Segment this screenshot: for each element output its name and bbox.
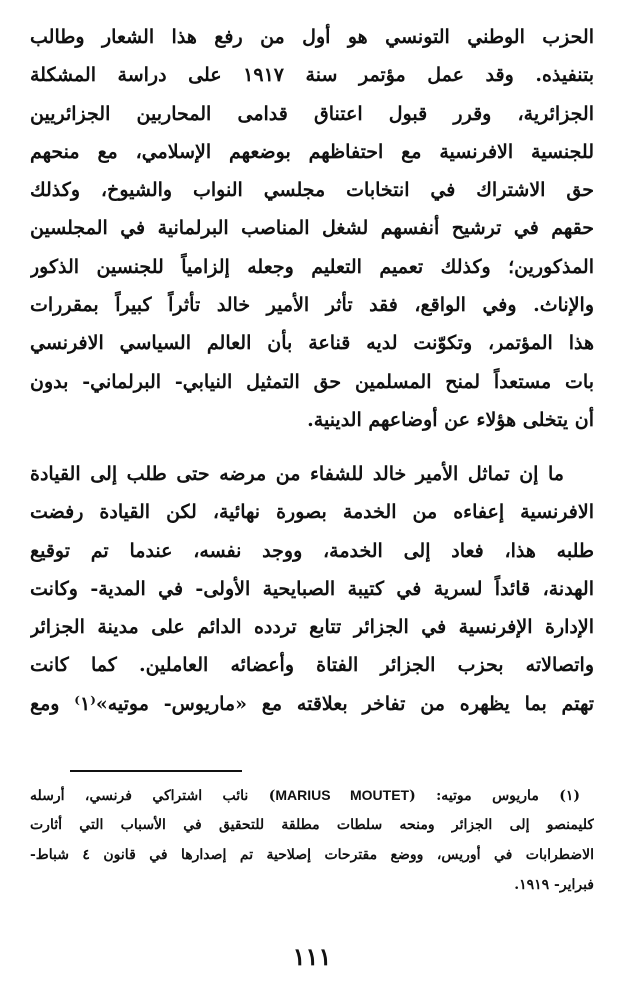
text-line: طلبه هذا، فعاد إلى الخدمة، ووجد نفسه، عندما تم توقيع [30, 539, 594, 562]
footnote-line [30, 780, 594, 810]
paragraph-1 [30, 18, 594, 439]
text-line: أن يتخلى هؤلاء عن أوضاعهم الدينية. [307, 408, 594, 431]
text-line: الهدنة، قائداً لسرية في كتيبة الصبايحية الأولى- في المدية- وكانت [30, 577, 594, 600]
text-line: بتنفيذه. وقد عمل مؤتمر سنة ١٩١٧ على دراسة المشكلة [30, 64, 594, 87]
footnote-separator [70, 770, 242, 772]
text-line: الإدارة الإفرنسية في الجزائر تتابع تردده الدائم على مدينة الجزائر [30, 616, 594, 639]
book-page [30, 18, 594, 978]
footnote-text: (١) ماريوس موتيه: ( [409, 788, 580, 804]
text-line: والإناث. وفي الواقع، فقد تأثر الأمير خالد تأثراً كبيراً بمقررات [30, 294, 594, 317]
text-line: ما إن تماثل الأمير خالد للشفاء من مرضه حتى طلب إلى القيادة [30, 463, 564, 485]
text-line: الحزب الوطني التونسي هو أول من رفع هذا الشعار وطالب [30, 26, 594, 48]
text-line: المذكورين؛ وكذلك تعميم التعليم وجعله إلزامياً للجنسين الذكور [30, 255, 594, 278]
text-line: للجنسية الافرنسية مع احتفاظهم بوضعهم الإسلامي، مع منحهم [30, 140, 594, 163]
text-line: بات مستعداً لمنح المسلمين حق التمثيل النيابي- البرلماني- بدون [30, 370, 594, 393]
page-number: ١١١ [292, 942, 332, 971]
text-line: واتصالاته بحزب الجزائر الفتاة وأعضائه العاملين. كما كانت [30, 654, 594, 677]
footnote [30, 780, 594, 900]
text-line: الجزائرية، وقرر قبول اعتناق قدامى المحاربين الجزائريين [30, 102, 594, 125]
text-line: الافرنسية إعفاءه من الخدمة بصورة نهائية، لكن القيادة رفضت [30, 501, 594, 524]
paragraph-2 [30, 455, 594, 723]
footnote-line: فبراير- ١٩١٩. [514, 877, 594, 893]
text-line: حق الاشتراك في انتخابات مجلسي النواب والشيوخ، وكذلك [30, 179, 594, 202]
footnote-line: الاضطرابات في أوريس، ووضع مقترحات إصلاحية تم إصدارها في قانون ٤ شباط- [30, 847, 594, 863]
footnote-line: كليمنصو إلى الجزائر ومنحه سلطات مطلقة للتحقيق في الأسباب التي أثارت [30, 817, 594, 833]
footnote-latin-name: MARIUS MOUTET [275, 787, 410, 803]
text-line: تهتم بما يظهره من تفاخر بعلاقته مع «ماريوس- موتيه»⁽١⁾ ومع [30, 692, 594, 715]
footnote-text: ) نائب اشتراكي فرنسي، أرسله [30, 788, 276, 804]
text-line: هذا المؤتمر، وتكوّنت لديه قناعة بأن العالم السياسي الافرنسي [30, 332, 594, 355]
text-line: حقهم في ترشيح أنفسهم لشغل المناصب البرلمانية في المجلسين [30, 217, 594, 240]
